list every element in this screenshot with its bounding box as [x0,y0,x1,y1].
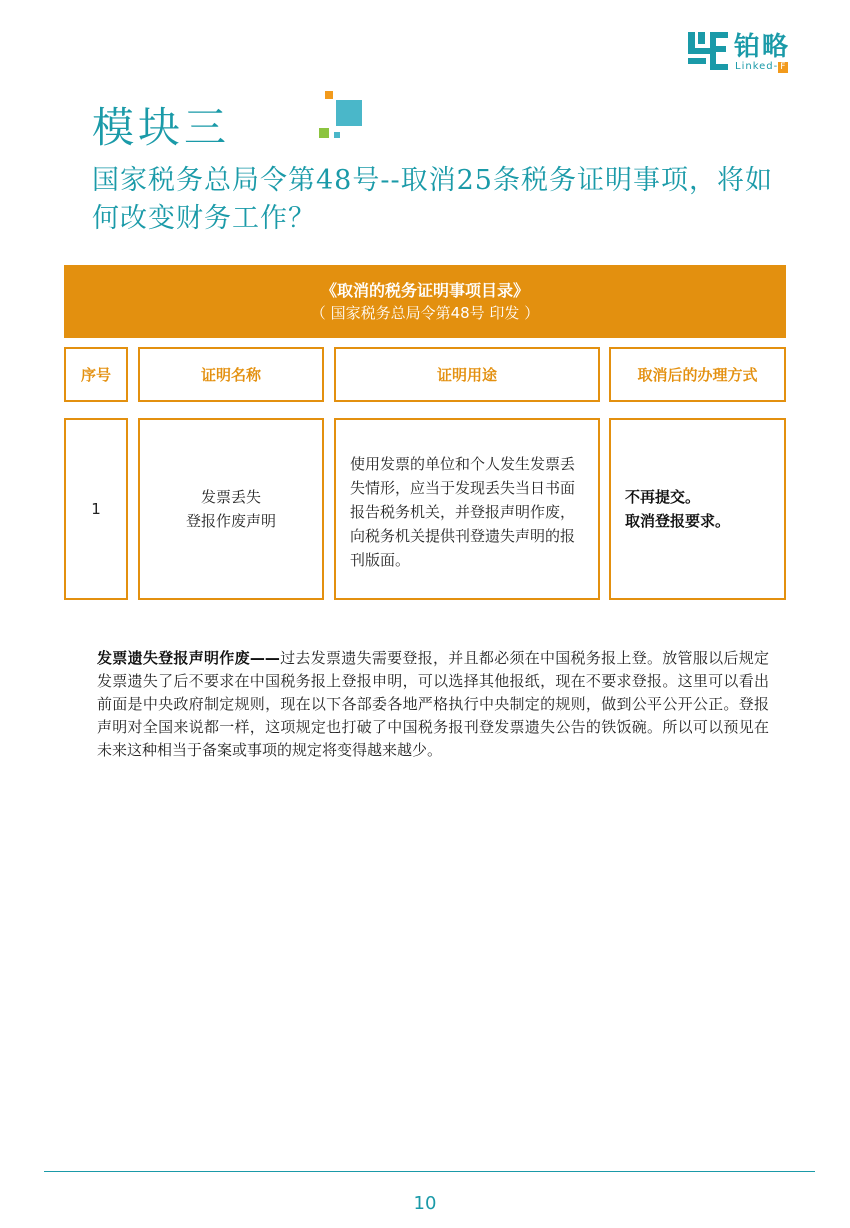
brand-logo [688,30,818,74]
table-subtitle: （ 国家税务总局令第48号 印发 ） [310,304,540,322]
paragraph-bold-lead: 发票遗失登报声明作废—— [97,649,280,667]
table-header-certificate-name: 证明名称 [138,347,324,402]
logo-chinese-name: 铂略 [734,32,791,62]
handling-mode-line-2: 取消登报要求。 [625,512,731,530]
decor-square-teal-small [334,132,340,138]
table-title: 《取消的税务证明事项目录》 [320,281,529,300]
table-cell-number: 1 [64,418,128,600]
table-cell-certificate-use: 使用发票的单位和个人发生发票丢失情形，应当于发现丢失当日书面报告税务机关，并登报声明作废，向税务机关提供刊登遗失声明的报刊版面。 [334,418,600,600]
table-header-handling-after-cancel: 取消后的办理方式 [609,347,786,402]
table-header-number: 序号 [64,347,128,402]
section-subtitle: 国家税务总局令第48号--取消25条税务证明事项，将如何改变财务工作？ [92,165,773,234]
paragraph-body: 过去发票遗失需要登报，并且都必须在中国税务报上登。放管服以后规定发票遗失了后不要求在中国税务报上登报申明，可以选择其他报纸，现在不要求登报。这里可以看出前面是中央政府制定规则，现在以下各部委各地严格执行中央制定的规则，做到公平公开公正。登报声明对全国来说都一样，这项规定也打破了中国税务报刊登发票遗失公告的铁饭碗。所以可以预见在未来这种相当于备案或事项的规定将变得越来越少。 [97,649,769,759]
decor-square-teal [336,100,362,126]
table-cell-handling-mode [609,418,786,600]
explanation-paragraph [97,647,769,762]
logo-english-name: Linked- F [735,61,787,72]
page-number: 10 [413,1193,437,1214]
decor-square-orange [325,91,333,99]
footer-divider [44,1171,815,1172]
handling-mode-line-1: 不再提交。 [625,488,701,506]
logo-mark-icon [688,32,728,70]
module-title: 模块三 [92,103,231,152]
certificate-name-line-1: 发票丢失 [200,488,261,506]
table-title-bar [64,265,786,338]
table-cell-certificate-name [138,418,324,600]
decor-square-green [319,128,329,138]
certificate-name-line-2: 登报作废声明 [185,512,276,530]
table-header-certificate-use: 证明用途 [334,347,600,402]
